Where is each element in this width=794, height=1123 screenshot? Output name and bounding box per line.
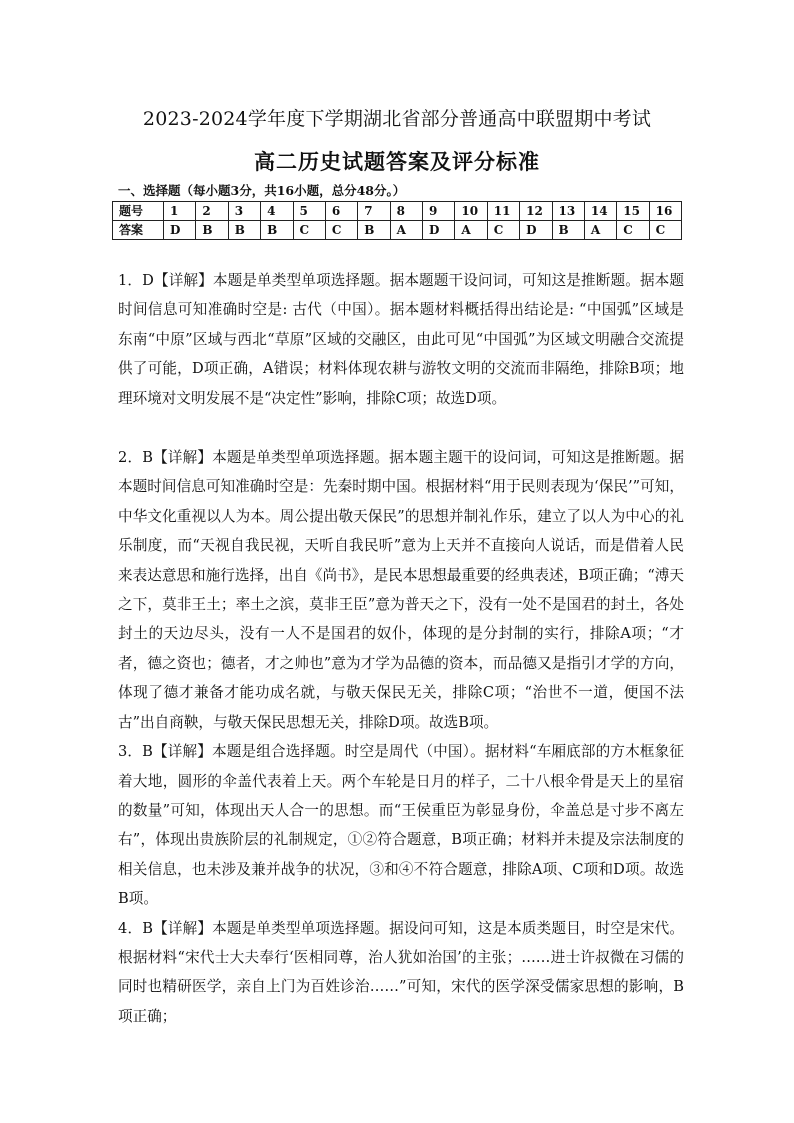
table-cell: C xyxy=(617,221,649,240)
answer-table-row-numbers xyxy=(113,202,682,221)
table-cell: 8 xyxy=(390,202,422,221)
table-cell: A xyxy=(584,221,616,240)
answer-table xyxy=(112,201,682,240)
table-cell: D xyxy=(423,221,455,240)
table-cell: B xyxy=(228,221,260,240)
table-cell: D xyxy=(164,221,196,240)
answer-table-row-answers xyxy=(113,221,682,240)
table-cell: 14 xyxy=(584,202,616,221)
table-cell: C xyxy=(487,221,519,240)
explanation-1: 1．D【详解】本题是单类型单项选择题。据本题题干设问词，可知这是推断题。据本题时间信息可知准确时空是: 古代（中国）。据本题材料概括得出结论是: “中国弧”区域是东南“中原”区域与西北“草原”区域的交融区，由此可见“中国弧”为区域文明融合交流提供了可能，D项正确，A错误；材料体现农耕与游牧文明的交流而非隔绝，排除B项；地理环境对文明发展不是“决定性”影响，排除C项；故选D项。 xyxy=(118,272,684,407)
table-cell: 16 xyxy=(649,202,681,221)
table-cell: D xyxy=(520,221,552,240)
document-title: 2023-2024学年度下学期湖北省部分普通高中联盟期中考试 xyxy=(142,108,652,130)
table-cell: 10 xyxy=(455,202,487,221)
table-cell: A xyxy=(390,221,422,240)
table-cell: 1 xyxy=(164,202,196,221)
table-cell: B xyxy=(552,221,584,240)
table-cell: 13 xyxy=(552,202,584,221)
table-cell: 5 xyxy=(293,202,325,221)
explanation-2: 2．B【详解】本题是单类型单项选择题。据本题主题干的设问词，可知这是推断题。据本题时间信息可知准确时空是：先秦时期中国。根据材料“用于民则表现为‘保民’”可知，中华文化重视以人为本。周公提出敬天保民”的思想并制礼作乐，建立了以人为中心的礼乐制度，而“天视自我民视，天听自我民听”意为上天并不直接向人说话，而是借着人民来表达意思和施行选择，出自《尚书》，是民本思想最重要的经典表述，B项正确；“溥天之下，莫非王土；率土之滨，莫非王臣”意为普天之下，没有一处不是国君的封土，各处封土的天边尽头，没有一人不是国君的奴仆，体现的是分封制的实行，排除A项；“才者，德之资也；德者，才之帅也”意为才学为品德的资本，而品德又是指引才学的方向，体现了德才兼备才能功成名就，与敬天保民无关，排除C项；“治世不一道，便国不法古”出自商鞅，与敬天保民思想无关，排除D项。故选B项。 xyxy=(118,449,684,731)
table-cell: C xyxy=(293,221,325,240)
table-cell: 7 xyxy=(358,202,390,221)
table-cell: B xyxy=(261,221,293,240)
table-cell: B xyxy=(358,221,390,240)
row-label-numbers: 题号 xyxy=(113,202,164,221)
table-cell: 11 xyxy=(487,202,519,221)
table-cell: C xyxy=(649,221,681,240)
section-heading: 一、选择题（每小题3分，共16小题，总分48分。） xyxy=(118,183,406,198)
explanation-4: 4．B【详解】本题是单类型单项选择题。据设问可知，这是本质类题目，时空是宋代。根据材料“宋代士大夫奉行‘医相同尊，治人犹如治国’的主张；……进士许叔微在习儒的同时也精研医学，亲自上门为百姓诊治……”可知，宋代的医学深受儒家思想的影响，B项正确； xyxy=(118,919,684,1025)
table-cell: C xyxy=(325,221,357,240)
table-cell: B xyxy=(196,221,228,240)
table-cell: 2 xyxy=(196,202,228,221)
table-cell: 6 xyxy=(325,202,357,221)
table-cell: 3 xyxy=(228,202,260,221)
table-cell: A xyxy=(455,221,487,240)
explanation-3: 3．B【详解】本题是组合选择题。时空是周代（中国）。据材料“车厢底部的方木框象征着大地，圆形的伞盖代表着上天。两个车轮是日月的样子，二十八根伞骨是天上的星宿的数量”可知，体现出天人合一的思想。而“王侯重臣为彰显身份，伞盖总是寸步不离左右”，体现出贵族阶层的礼制规定，①②符合题意，B项正确；材料并未提及宗法制度的相关信息，也未涉及兼并战争的状况，③和④不符合题意，排除A项、C项和D项。故选B项。 xyxy=(118,743,684,908)
row-label-answers: 答案 xyxy=(113,221,164,240)
document-subtitle: 高二历史试题答案及评分标准 xyxy=(254,149,540,174)
explanations xyxy=(118,266,684,1031)
table-cell: 15 xyxy=(617,202,649,221)
table-cell: 9 xyxy=(423,202,455,221)
table-cell: 4 xyxy=(261,202,293,221)
table-cell: 12 xyxy=(520,202,552,221)
